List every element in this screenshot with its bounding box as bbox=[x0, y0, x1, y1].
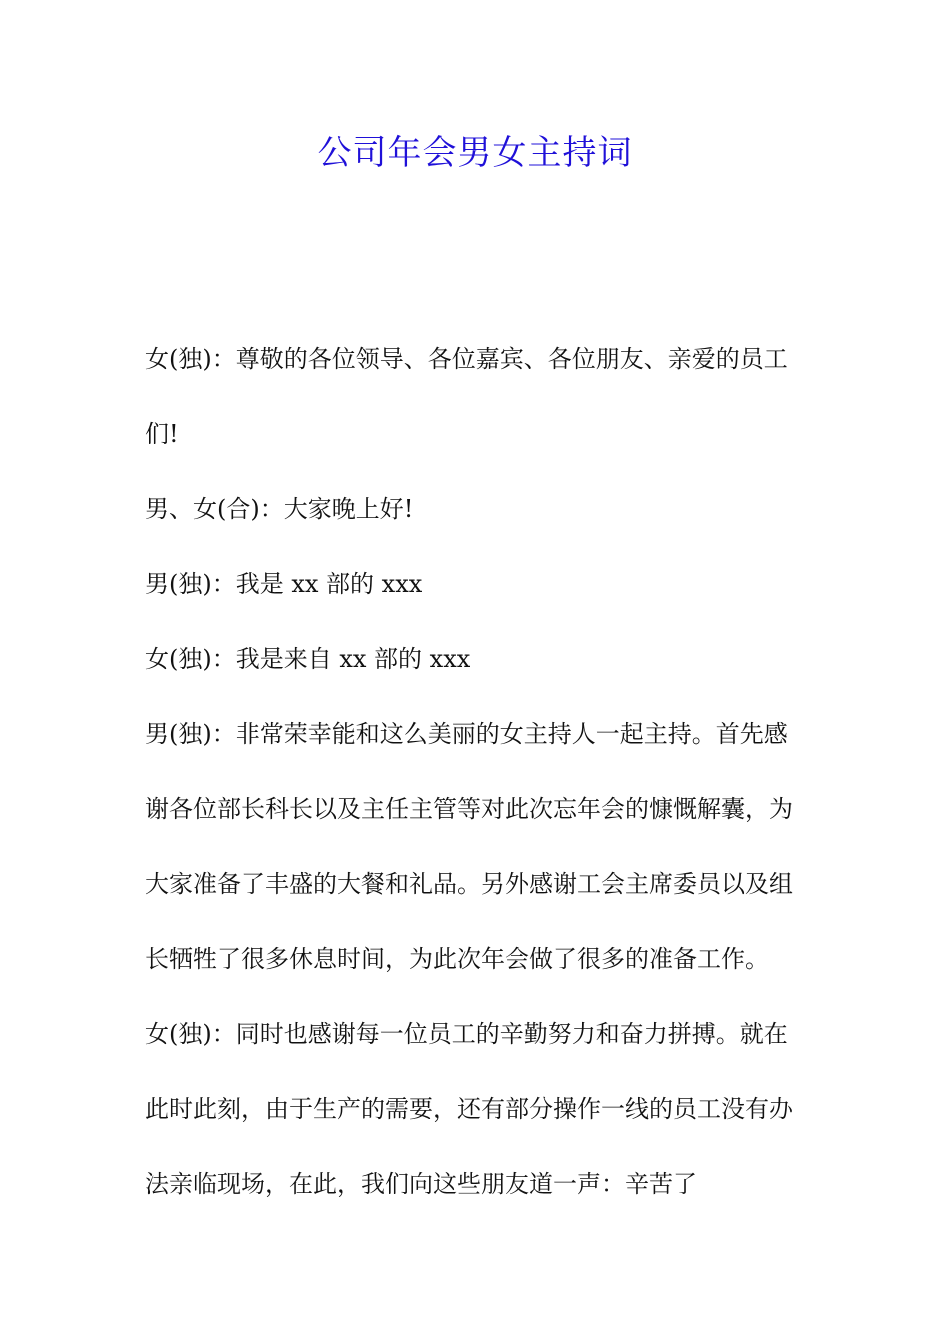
text-line: 们! bbox=[145, 420, 179, 448]
text-line: 男、女(合)：大家晚上好! bbox=[145, 495, 414, 523]
text-line: 长牺牲了很多休息时间，为此次年会做了很多的准备工作。 bbox=[145, 945, 769, 973]
text-line: 女(独)：同时也感谢每一位员工的辛勤努力和奋力拼搏。就在 bbox=[145, 1020, 788, 1048]
document-body bbox=[145, 322, 815, 1222]
text-line: 男(独)：非常荣幸能和这么美丽的女主持人一起主持。首先感 bbox=[145, 720, 788, 748]
text-line: 谢各位部长科长以及主任主管等对此次忘年会的慷慨解囊，为 bbox=[145, 795, 793, 823]
text-line: 女(独)：尊敬的各位领导、各位嘉宾、各位朋友、亲爱的员工 bbox=[145, 345, 788, 373]
text-line: 男(独)：我是 xx 部的 xxx bbox=[145, 570, 423, 598]
text-line: 大家准备了丰盛的大餐和礼品。另外感谢工会主席委员以及组 bbox=[145, 870, 793, 898]
text-line: 法亲临现场，在此，我们向这些朋友道一声：辛苦了 bbox=[145, 1170, 697, 1198]
document-title: 公司年会男女主持词 bbox=[317, 133, 633, 173]
text-line: 女(独)：我是来自 xx 部的 xxx bbox=[145, 645, 471, 673]
text-line: 此时此刻，由于生产的需要，还有部分操作一线的员工没有办 bbox=[145, 1095, 793, 1123]
